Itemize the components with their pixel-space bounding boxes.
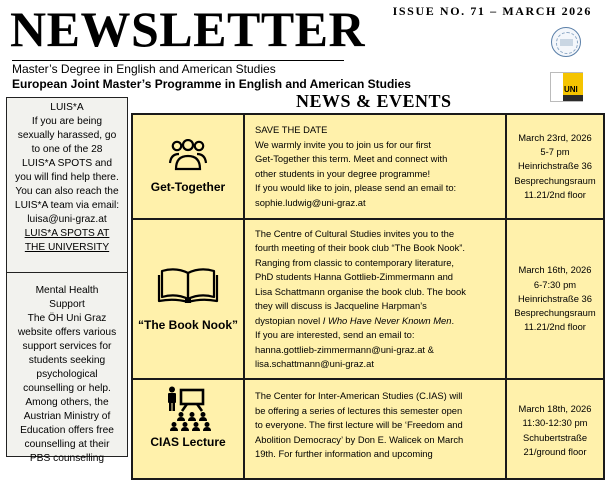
mental-health-text: Among others, the	[25, 397, 109, 408]
event-row	[132, 114, 604, 219]
desc-line: they will discuss is Jacqueline Harpman’s	[255, 300, 427, 311]
luisa-text: LUIS*A SPOTS and	[21, 158, 113, 169]
mental-health-text: The ÖH Uni Graz	[27, 313, 107, 324]
event-location: Heinrichstraße 36	[518, 292, 592, 304]
group-icon	[168, 139, 208, 171]
issue-label: ISSUE NO. 71 – MARCH 2026	[392, 4, 592, 18]
event-label: CIAS Lecture	[150, 435, 226, 449]
mental-health-title: Mental Health	[35, 285, 99, 296]
mental-health-text: PBS counselling	[29, 453, 105, 464]
desc-text: dystopian novel	[255, 314, 323, 326]
book-title: I Who Have Never Known Men	[322, 314, 452, 326]
event-location: Besprechungsraum	[514, 307, 596, 319]
mental-health-text: website offers various	[17, 327, 117, 338]
event-icon-cell	[132, 114, 244, 219]
desc-line: Lisa Schattmann organise the book club. The book	[255, 285, 466, 297]
mental-health-text: counselling or help.	[23, 383, 111, 394]
mental-health-text: Education offers free	[20, 425, 114, 436]
masthead	[10, 1, 411, 91]
desc-line: be offering a series of lectures this semester open	[255, 404, 463, 416]
mental-health-text: students seeking	[28, 355, 106, 366]
mental-health-box	[7, 274, 127, 466]
luisa-email: luisa@uni-graz.at	[27, 214, 107, 225]
event-time: 11:30-12:30 pm	[522, 417, 588, 429]
luisa-text: You can also reach the	[15, 186, 119, 197]
event-location: Besprechungsraum	[514, 174, 596, 186]
mental-health-text: psychological	[36, 369, 98, 380]
event-description	[244, 379, 506, 479]
desc-line: We warmly invite you to join us for our first	[255, 138, 431, 150]
event-row	[132, 379, 604, 479]
event-location: Schubertstraße	[522, 431, 588, 443]
newsletter-title: NEWSLETTER	[10, 1, 366, 57]
link-text: LUIS*A SPOTS AT	[24, 228, 110, 239]
event-description	[244, 219, 506, 379]
event-icon-cell	[132, 219, 244, 379]
mental-health-text: counselling at their	[24, 439, 110, 450]
desc-line: other students in your degree programme!	[255, 167, 431, 179]
desc-line: SAVE THE DATE	[255, 124, 328, 135]
event-when-where	[506, 219, 604, 379]
event-label-text: “The Book Nook”	[137, 318, 238, 332]
event-date: March 16th, 2026	[518, 264, 592, 276]
event-date: March 23rd, 2026	[518, 131, 592, 143]
luisa-text: you will find help there.	[15, 172, 119, 183]
uni-graz-logo: UNI	[550, 72, 583, 102]
desc-line: If you are interested, send an email to:	[255, 329, 415, 340]
desc-line: Get-Together this term. Meet and connect with	[255, 153, 448, 164]
event-label: Get-Together	[150, 179, 226, 194]
contact-email: sophie.ludwig@uni-graz.at	[255, 196, 366, 208]
event-date: March 18th, 2026	[518, 403, 592, 414]
event-location: 11.21/2nd floor	[524, 321, 586, 333]
desc-line: PhD students Hanna Gottlieb-Zimmermann and	[255, 271, 454, 282]
event-icon-cell	[132, 379, 244, 479]
mental-health-text: Austrian Ministry of	[23, 411, 111, 422]
luisa-spots-link[interactable]	[10, 227, 124, 255]
desc-line: The Centre of Cultural Studies invites you to the	[255, 227, 455, 239]
contact-email: hanna.gottlieb-zimmermann@uni-graz.at &	[255, 343, 434, 355]
desc-line: If you would like to join, please send an email to:	[255, 182, 457, 193]
luisa-title: LUIS*A	[50, 102, 84, 113]
event-location: 11.21/2nd floor	[524, 188, 586, 200]
event-time: 5-7 pm	[540, 146, 570, 158]
programme-subtitle: European Joint Master’s Programme in English and American Studies	[12, 77, 411, 91]
section-title: NEWS & EVENTS	[296, 91, 452, 111]
desc-line: fourth meeting of their book club “The Book Nook”.	[255, 242, 466, 253]
event-time: 6-7:30 pm	[533, 278, 577, 290]
desc-line: 19th. For further information and upcoming	[255, 448, 433, 459]
event-row	[132, 219, 604, 379]
desc-line: Ranging from classic to contemporary literature,	[255, 256, 455, 268]
open-book-icon	[157, 265, 219, 305]
mental-health-title: Support	[49, 299, 85, 310]
title-rule	[12, 60, 344, 61]
link-text: THE UNIVERSITY	[24, 242, 110, 253]
event-description	[244, 114, 506, 219]
desc-text: .	[451, 314, 455, 326]
sidebar	[6, 97, 128, 464]
mental-health-text: support services for	[22, 341, 112, 352]
luisa-text: If you are being	[31, 116, 103, 127]
desc-line: to everyone. The first lecture will be ‘Freedom and	[255, 419, 463, 430]
luisa-box	[7, 98, 127, 273]
event-location: 21/ground floor	[523, 445, 587, 457]
event-when-where	[506, 114, 604, 219]
desc-line	[255, 314, 501, 329]
event-when-where	[506, 379, 604, 479]
luisa-text: LUIS*A team via email:	[14, 200, 120, 211]
event-location: Heinrichstraße 36	[518, 160, 592, 172]
desc-line: The Center for Inter-American Studies (C.IAS) will	[255, 390, 463, 401]
events-table	[131, 113, 605, 480]
event-label	[133, 317, 243, 333]
luisa-text: sexually harassed, go	[17, 130, 117, 141]
degree-subtitle: Master’s Degree in English and American Studies	[12, 62, 276, 76]
desc-line: Abolition Democracy’ by Don E. Walicek on March	[255, 433, 464, 445]
contact-email: lisa.schattmann@uni-graz.at	[255, 358, 374, 369]
university-seal-logo	[551, 27, 581, 57]
luisa-text: to one of the 28	[31, 144, 103, 155]
lecture-audience-icon	[163, 386, 213, 432]
